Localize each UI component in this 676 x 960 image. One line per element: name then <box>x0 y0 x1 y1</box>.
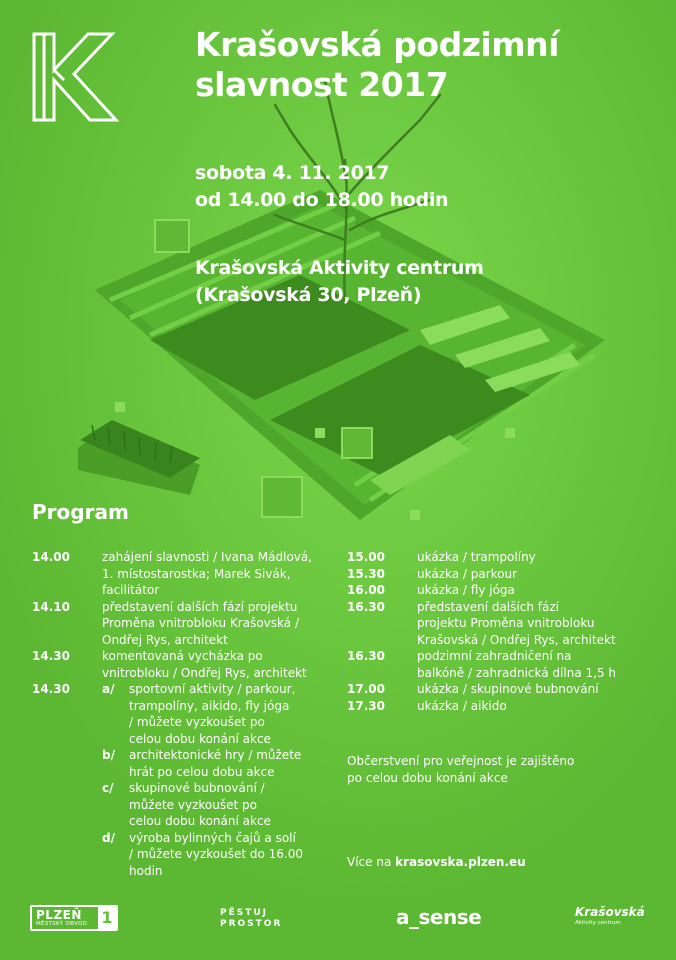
program-item <box>347 549 647 566</box>
parallel-activity <box>102 747 342 780</box>
description-line: výroba bylinných čajů a solí <box>129 830 296 845</box>
description-line: podzimní zahradničení na <box>417 649 572 663</box>
description-line: Ondřej Rys, architekt <box>102 632 228 647</box>
program-description <box>417 681 647 698</box>
description-line: Krašovská / Ondřej Rys, architekt <box>417 632 616 647</box>
a-sense-logo: a_sense <box>396 905 482 929</box>
program-item <box>347 582 647 599</box>
plzen-logo-text: PLZEŇ <box>36 908 82 922</box>
krasovska-centre-logo <box>575 905 650 926</box>
program-time: 14.30 <box>32 649 70 663</box>
more-info <box>347 855 526 869</box>
program-item <box>347 599 647 649</box>
program-description <box>417 566 647 583</box>
activity-letter: d/ <box>102 830 115 845</box>
description-line: / můžete vyzkoušet do 16.00 <box>129 847 303 861</box>
plzen-logo-subtext: MĚSTSKÝ OBVOD <box>36 921 88 927</box>
activity-letter: b/ <box>102 748 115 762</box>
description-line: projektu Proměna vnitrobloku <box>417 616 595 630</box>
program-description <box>417 549 647 566</box>
description-line: představení dalších fází <box>417 599 559 614</box>
program-right-column <box>347 549 647 714</box>
program-item <box>347 566 647 583</box>
activity-letter: a/ <box>102 682 115 696</box>
refreshments-line-2: po celou dobu konání akce <box>347 770 508 785</box>
plzen-logo-number: 1 <box>98 907 116 929</box>
more-info-prefix: Více na <box>347 855 396 869</box>
website-link[interactable]: krasovska.plzen.eu <box>395 855 526 869</box>
pestuj-prostor-logo <box>220 908 300 930</box>
description-line: 1. místostarostka; Marek Sivák, <box>102 566 291 581</box>
program-time: 14.10 <box>32 599 70 614</box>
activity-description <box>129 780 342 830</box>
description-line: celou dobu konání akce <box>129 731 271 746</box>
program-time: 16.30 <box>347 599 385 614</box>
parallel-activities <box>102 681 342 879</box>
plzen-district-logo <box>30 905 118 931</box>
program-time: 15.30 <box>347 566 385 581</box>
description-line: představení dalších fází projektu <box>102 599 298 614</box>
program-time: 16.30 <box>347 649 385 663</box>
program-left-column <box>32 549 342 879</box>
pestuj-logo-line-1: PĚSTUJ <box>220 908 269 918</box>
description-line: architektonické hry / můžete <box>129 748 302 762</box>
program-description <box>102 648 342 681</box>
program-item <box>347 698 647 715</box>
description-line: balkóně / zahradnická dílna 1,5 h <box>417 665 616 680</box>
program-description <box>417 698 647 715</box>
event-date-time <box>195 160 448 214</box>
activity-description <box>129 681 342 747</box>
event-location <box>195 255 484 309</box>
activity-description <box>129 747 342 780</box>
program-description <box>417 582 647 599</box>
description-line: ukázka / fly jóga <box>417 583 515 597</box>
description-line: můžete vyzkoušet po <box>129 797 257 812</box>
description-line: ukázka / aikido <box>417 698 507 713</box>
refreshments-line-1: Občerstvení pro veřejnost je zajištěno <box>347 754 575 768</box>
parallel-activity <box>102 780 342 830</box>
description-line: Proměna vnitrobloku Krašovská / <box>102 616 299 630</box>
parallel-activity <box>102 681 342 747</box>
activity-description <box>129 830 342 880</box>
program-time: 17.30 <box>347 698 385 713</box>
description-line: ukázka / skupinové bubnování <box>417 682 599 696</box>
parallel-activity <box>102 830 342 880</box>
location-name: Krašovská Aktivity centrum <box>195 257 484 279</box>
program-description <box>417 599 647 649</box>
program-item <box>347 681 647 698</box>
description-line: celou dobu konání akce <box>129 814 271 828</box>
program-time: 17.00 <box>347 682 385 696</box>
program-item <box>32 599 342 649</box>
program-time: 16.00 <box>347 583 385 597</box>
program-heading: Program <box>32 500 129 524</box>
description-line: facilitátor <box>102 583 160 597</box>
refreshments-note <box>347 753 637 786</box>
activity-letter: c/ <box>102 781 114 795</box>
description-line: skupinové bubnování / <box>129 781 265 795</box>
description-line: hrát po celou dobu akce <box>129 764 275 779</box>
event-time: od 14.00 do 18.00 hodin <box>195 189 449 211</box>
program-description <box>102 599 342 649</box>
krasovska-logo-text: Krašovská <box>575 905 645 919</box>
krasovska-logo-subtext: Aktivity centrum <box>575 920 621 926</box>
description-line: komentovaná vycházka po <box>102 649 263 663</box>
description-line: zahájení slavnosti / Ivana Mádlová, <box>102 550 313 564</box>
event-title <box>195 25 665 105</box>
program-item-parallel <box>32 681 342 879</box>
description-line: / můžete vyzkoušet po <box>129 715 265 729</box>
program-description <box>417 648 647 681</box>
description-line: ukázka / trampolíny <box>417 550 536 564</box>
title-line-2: slavnost 2017 <box>195 65 449 104</box>
program-description <box>102 549 342 599</box>
description-line: ukázka / parkour <box>417 566 518 581</box>
program-time: 14.30 <box>32 682 70 696</box>
program-time: 14.00 <box>32 550 70 564</box>
event-date: sobota 4. 11. 2017 <box>195 162 390 184</box>
title-line-1: Krašovská podzimní <box>195 25 559 64</box>
pestuj-logo-line-2: PROSTOR <box>220 919 283 929</box>
program-time: 15.00 <box>347 550 385 564</box>
location-address: (Krašovská 30, Plzeň) <box>195 284 422 306</box>
program-item <box>32 549 342 599</box>
description-line: sportovní aktivity / parkour, <box>129 682 296 696</box>
krasovska-k-logo <box>30 30 120 125</box>
program-item <box>347 648 647 681</box>
description-line: trampolíny, aikido, fly jóga <box>129 698 290 713</box>
description-line: vnitrobloku / Ondřej Rys, architekt <box>102 665 307 680</box>
description-line: hodin <box>129 863 163 878</box>
program-item <box>32 648 342 681</box>
